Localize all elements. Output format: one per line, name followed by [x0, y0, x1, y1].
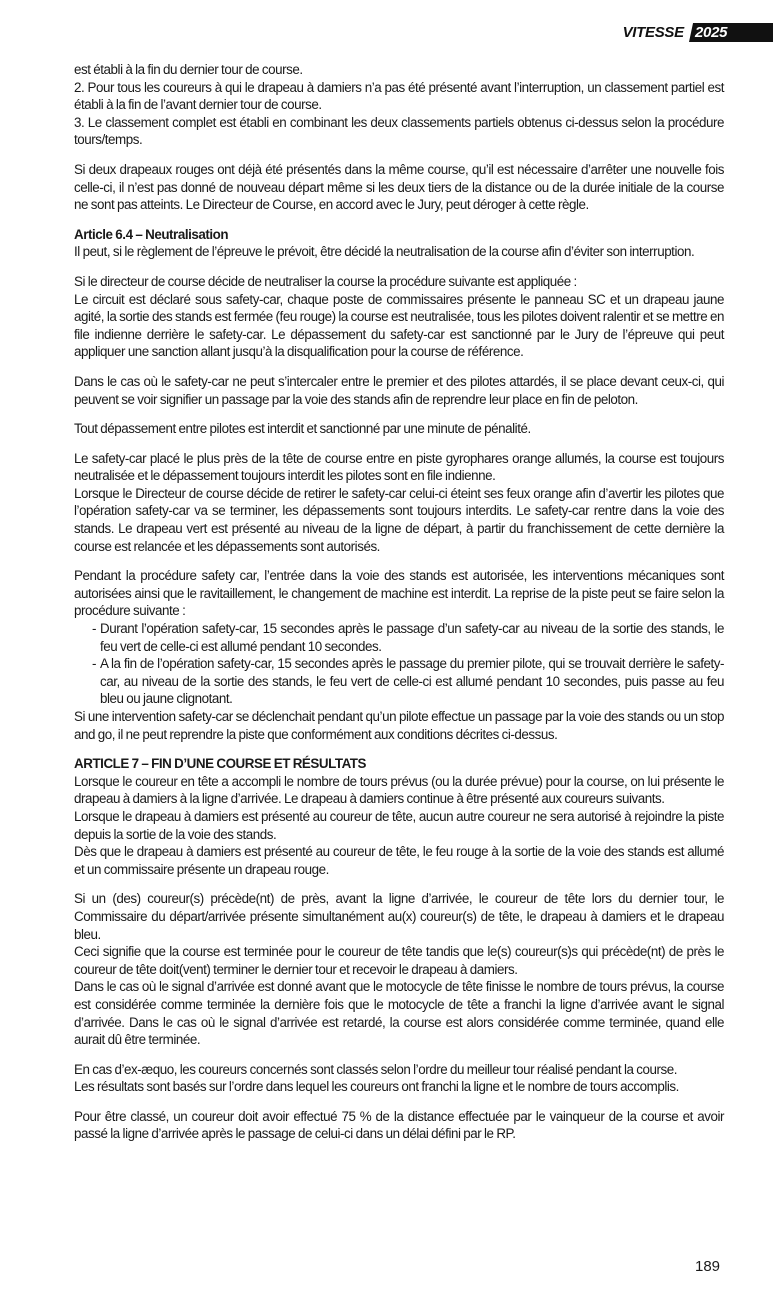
header-title: VITESSE: [622, 24, 684, 41]
header-year: 2025: [694, 24, 728, 41]
paragraph: Le safety-car placé le plus près de la tête de course entre en piste gyrophares orange allumés, la course est toujours neutralisée et le dépassement toujours interdit les pilotes sont en file indienne.: [74, 450, 724, 484]
paragraph: Lorsque le Directeur de course décide de retirer le safety-car celui-ci éteint ses feux orange afin d’avertir les pilotes que l’opération safety-car va se terminer, les dépassements sont toujours interdits. Le safety-car rentre dans la voie des stands. Le drapeau vert est présenté au niveau de la ligne de départ, à partir du franchissement de cette dernière la course est relancée et les dépassements sont autorisés.: [74, 485, 724, 554]
paragraph: Si le directeur de course décide de neutraliser la course la procédure suivante est appliquée :: [74, 273, 577, 289]
article-7-heading: ARTICLE 7 – FIN D’UNE COURSE ET RÉSULTATS: [74, 756, 367, 772]
paragraph: Lorsque le coureur en tête a accompli le nombre de tours prévus (ou la durée prévue) pour la course, on lui présente le drapeau à damiers à la ligne d’arrivée. Le drapeau à damiers continue à être présenté aux coureurs suivants.: [74, 773, 724, 807]
paragraph: Si deux drapeaux rouges ont déjà été présentés dans la même course, qu’il est nécessaire d’arrêter une nouvelle fois celle-ci, il n’est pas donné de nouveau départ même si les deux tiers de la distance ou de la durée initiale de la course ne sont pas atteints. Le Directeur de Course, en accord avec le Jury, peut déroger à cette règle.: [74, 161, 724, 213]
paragraph: est établi à la fin du dernier tour de course.: [74, 62, 303, 77]
paragraph: Tout dépassement entre pilotes est interdit et sanctionné par une minute de pénalité.: [74, 421, 531, 437]
dash-bullet: -: [92, 621, 97, 637]
header-year-badge: [689, 23, 773, 42]
page-body: [74, 61, 724, 1143]
paragraph: Les résultats sont basés sur l’ordre dans lequel les coureurs ont franchi la ligne et le nombre de tours accomplis.: [74, 1079, 679, 1095]
article-6-4-heading: Article 6.4 – Neutralisation: [74, 226, 229, 242]
paragraph: 3. Le classement complet est établi en combinant les deux classements partiels obtenus ci-dessus selon la procédure tours/temps.: [74, 114, 724, 148]
paragraph: Dans le cas où le signal d’arrivée est donné avant que le motocycle de tête finisse le nombre de tours prévus, la course est considérée comme terminée la dernière fois que le motocycle de tête a franchi la ligne d’arrivée avant le signal d’arrivée. Dans le cas où le signal d’arrivée est retardé, la course est alors considérée comme terminée, quand elle aurait dû être terminée.: [74, 979, 724, 1048]
paragraph: Dans le cas où le safety-car ne peut s’intercaler entre le premier et des pilotes attardés, il se place devant ceux-ci, qui peuvent se voir signifier un passage par la voie des stands afin de reprendre leur place en fin de peloton.: [74, 373, 724, 407]
paragraph: Ceci signifie que la course est terminée pour le coureur de tête tandis que le(s) coureur(s)s qui précède(nt) de près le coureur de tête doit(vent) terminer le dernier tour et recevoir le drapeau à damiers.: [74, 944, 724, 977]
paragraph: Si une intervention safety-car se déclenchait pendant qu’un pilote effectue un passage par la voie des stands ou un stop and go, il ne peut reprendre la piste que conformément aux conditions décrites ci-dessus.: [74, 709, 724, 742]
paragraph: Pour être classé, un coureur doit avoir effectué 75 % de la distance effectuée par le vainqueur de la course et avoir passé la ligne d’arrivée après le passage de celui-ci dans un délai défini par le RP.: [74, 1108, 724, 1142]
paragraph: Le circuit est déclaré sous safety-car, chaque poste de commissaires présente le panneau SC et un drapeau jaune agité, la sortie des stands est fermée (feu rouge) la course est neutralisée, tous les pilotes doivent ralentir et se mettre en file indienne derrière le safety-car. Le dépassement du safety-car est sanctionné par le Jury de l’épreuve qui peut appliquer une sanction allant jusqu’à la disqualification pour la course de référence.: [74, 291, 724, 360]
list-item: - A la fin de l’opération safety-car, 15 secondes après le passage du premier pilote, qui se trouvait derrière le safety-car, au niveau de la sortie des stands, le feu vert de celle-ci est allumé pendant 10 secondes, puis passe au feu bleu ou jaune clignotant.: [92, 656, 724, 707]
paragraph: Il peut, si le règlement de l’épreuve le prévoit, être décidé la neutralisation de la course afin d’éviter son interruption.: [74, 244, 695, 260]
paragraph: En cas d’ex-æquo, les coureurs concernés sont classés selon l’ordre du meilleur tour réalisé pendant la course.: [74, 1061, 677, 1077]
paragraph: Pendant la procédure safety car, l’entrée dans la voie des stands est autorisée, les interventions mécaniques sont autorisées ainsi que le ravitaillement, le changement de machine est interdit. La reprise de la piste peut se faire selon la procédure suivante :: [74, 568, 724, 619]
paragraph: 2. Pour tous les coureurs à qui le drapeau à damiers n’a pas été présenté avant l’interruption, un classement partiel est établi à la fin de l’avant dernier tour de course.: [74, 79, 724, 113]
paragraph: Dès que le drapeau à damiers est présenté au coureur de tête, le feu rouge à la sortie de la voie des stands est allumé et un commissaire présente un drapeau rouge.: [74, 844, 724, 877]
running-header: [623, 23, 773, 42]
list-item: - Durant l’opération safety-car, 15 secondes après le passage d’un safety-car au niveau de la sortie des stands, le feu vert de celle-ci est allumé pendant 10 secondes.: [92, 621, 724, 654]
dash-bullet: -: [92, 656, 97, 672]
page-number: 189: [695, 1258, 721, 1275]
paragraph: Si un (des) coureur(s) précède(nt) de près, avant la ligne d’arrivée, le coureur de tête lors du dernier tour, le Commissaire du départ/arrivée présente simultanément au(x) coureur(s) de tête, le drapeau à damiers et le drapeau bleu.: [74, 891, 724, 942]
paragraph: Lorsque le drapeau à damiers est présenté au coureur de tête, aucun autre coureur ne sera autorisé à rejoindre la piste depuis la sortie de la voie des stands.: [74, 808, 724, 842]
